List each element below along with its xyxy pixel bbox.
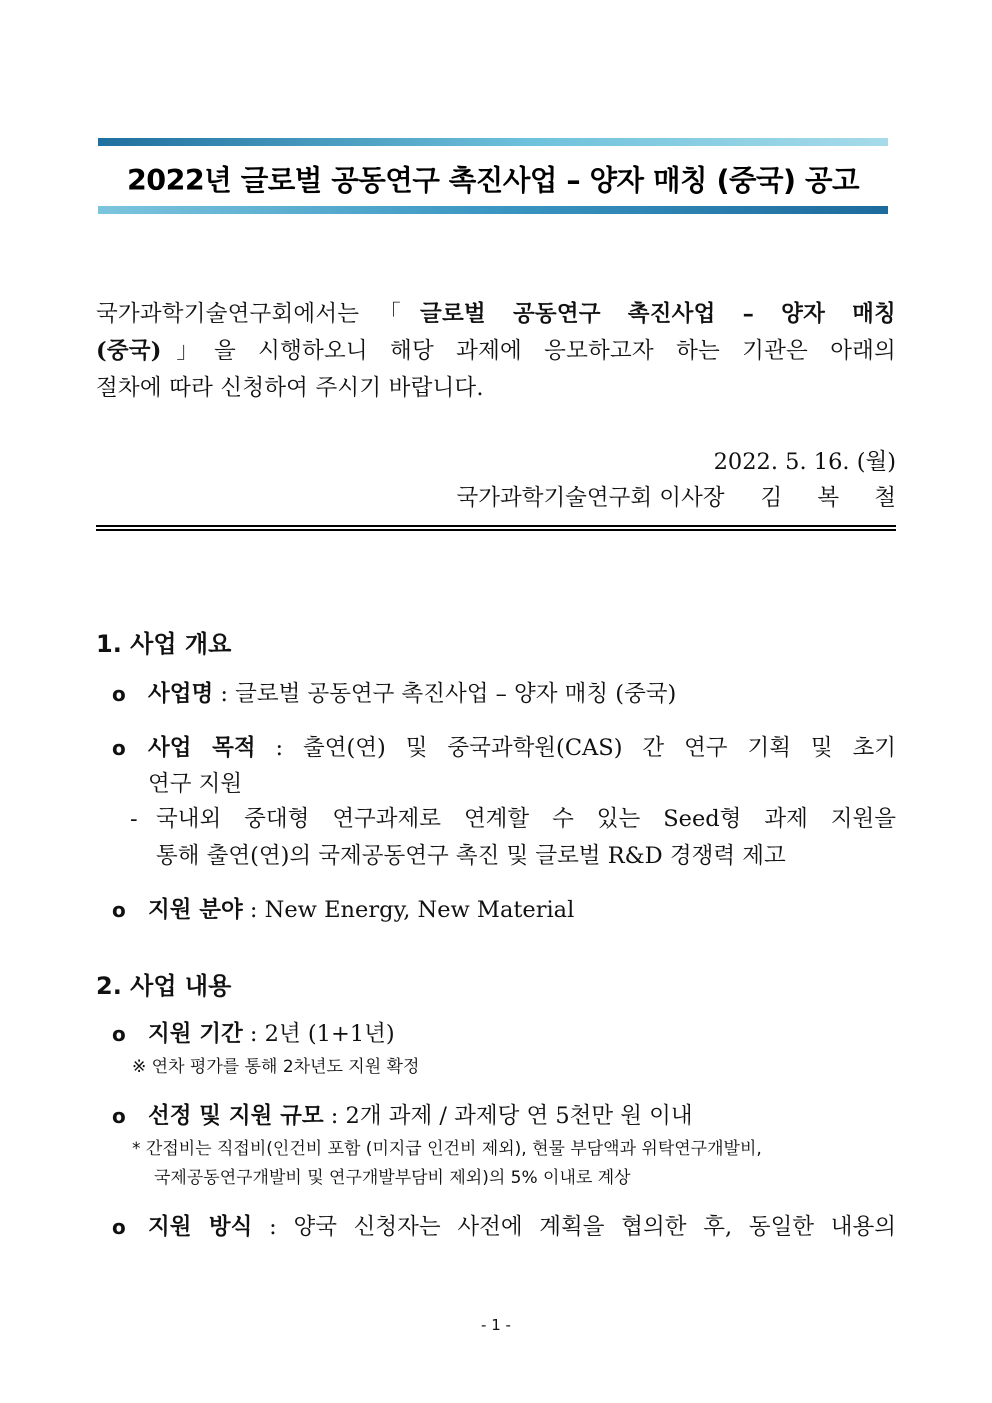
bullet-sep: : (323, 1103, 346, 1129)
intro-line-1 (96, 296, 896, 333)
sub-item-line-1: 국내외 중대형 연구과제로 연계할 수 있는 Seed형 과제 지원을 (156, 806, 896, 832)
issuer-line (456, 480, 910, 512)
bullet-label: 사업명 (148, 681, 214, 707)
title-box (98, 138, 888, 214)
title-bar-top (98, 138, 888, 146)
page-number: - 1 - (481, 1316, 511, 1334)
bullet-text: 2개 과제 / 과제당 연 5천만 원 이내 (345, 1103, 693, 1129)
sub-item-line-2: 통해 출연(연)의 국제공동연구 촉진 및 글로벌 R&D 경쟁력 제고 (156, 843, 786, 869)
document-title: 2022년 글로벌 공동연구 촉진사업 – 양자 매칭 (중국) 공고 (126, 164, 860, 197)
issuer-org: 국가과학기술연구회 이사장 (456, 485, 725, 511)
bullet-label: 사업 목적 (148, 735, 256, 761)
bullet-text: New Energy, New Material (264, 897, 575, 923)
note-indirect-cost-1: * 간접비는 직접비(인건비 포함 (미지급 인건비 제외), 현물 부담액과 위탁연구개발비, (132, 1139, 762, 1159)
bullet-sep: : (213, 681, 236, 707)
bullet-label: 지원 분야 (148, 897, 243, 923)
title-bar-bottom (98, 206, 888, 214)
bullet-sep: : (242, 1021, 265, 1047)
note-indirect-cost-2: 국제공동연구개발비 및 연구개발부담비 제외)의 5% 이내로 계상 (154, 1168, 631, 1188)
bullet-mark: o (112, 1215, 126, 1239)
note-annual-evaluation: ※ 연차 평가를 통해 2차년도 지원 확정 (132, 1057, 420, 1077)
bullet-text: 출연(연) 및 중국과학원(CAS) 간 연구 기획 및 초기 (303, 735, 897, 761)
intro-paragraph (96, 296, 896, 407)
bullet-mark: o (112, 1104, 126, 1128)
intro-text: 국가과학기술연구회에서는「 (96, 301, 421, 327)
bullet-text: 2년 (1+1년) (264, 1021, 395, 1047)
intro-text: 」을 시행하오니 해당 과제에 응모하고자 하는 기관은 아래의 (161, 338, 896, 364)
bullet-text: 양국 신청자는 사전에 계획을 협의한 후, 동일한 내용의 (293, 1214, 896, 1240)
bullet-program-purpose (112, 730, 896, 802)
bullet-program-name (112, 676, 896, 712)
section-heading-2: 2. 사업 내용 (96, 972, 232, 1000)
announcement-date: 2022. 5. 16. (월) (713, 449, 896, 475)
section-heading-1: 1. 사업 개요 (96, 630, 232, 658)
sub-item-purpose-detail (130, 801, 896, 875)
bullet-support-field (112, 892, 896, 928)
intro-line-3: 절차에 따라 신청하여 주시기 바랍니다. (96, 375, 484, 401)
bullet-selection-scale (112, 1098, 896, 1134)
bullet-text: 글로벌 공동연구 촉진사업 – 양자 매칭 (중국) (235, 681, 677, 707)
issuer-name: 김 복 철 (760, 485, 910, 511)
bullet-sep: : (252, 1214, 294, 1240)
bullet-mark: o (112, 736, 126, 760)
bullet-mark: o (112, 898, 126, 922)
bullet-support-method (112, 1209, 896, 1245)
bullet-sep: : (255, 735, 304, 761)
bullet-label: 지원 기간 (148, 1021, 243, 1047)
bullet-mark: o (112, 1022, 126, 1046)
bullet-mark: o (112, 682, 126, 706)
bullet-text-continued: 연구 지원 (148, 771, 243, 797)
dash-mark: - (130, 806, 138, 832)
bullet-sep: : (242, 897, 265, 923)
bullet-label: 선정 및 지원 규모 (148, 1103, 324, 1129)
bullet-label: 지원 방식 (148, 1214, 253, 1240)
intro-line-2 (96, 333, 896, 370)
bullet-support-period (112, 1016, 896, 1052)
double-divider (96, 525, 896, 531)
program-country-bold: (중국) (96, 338, 162, 364)
program-name-bold: 글로벌 공동연구 촉진사업 – 양자 매칭 (420, 301, 896, 327)
